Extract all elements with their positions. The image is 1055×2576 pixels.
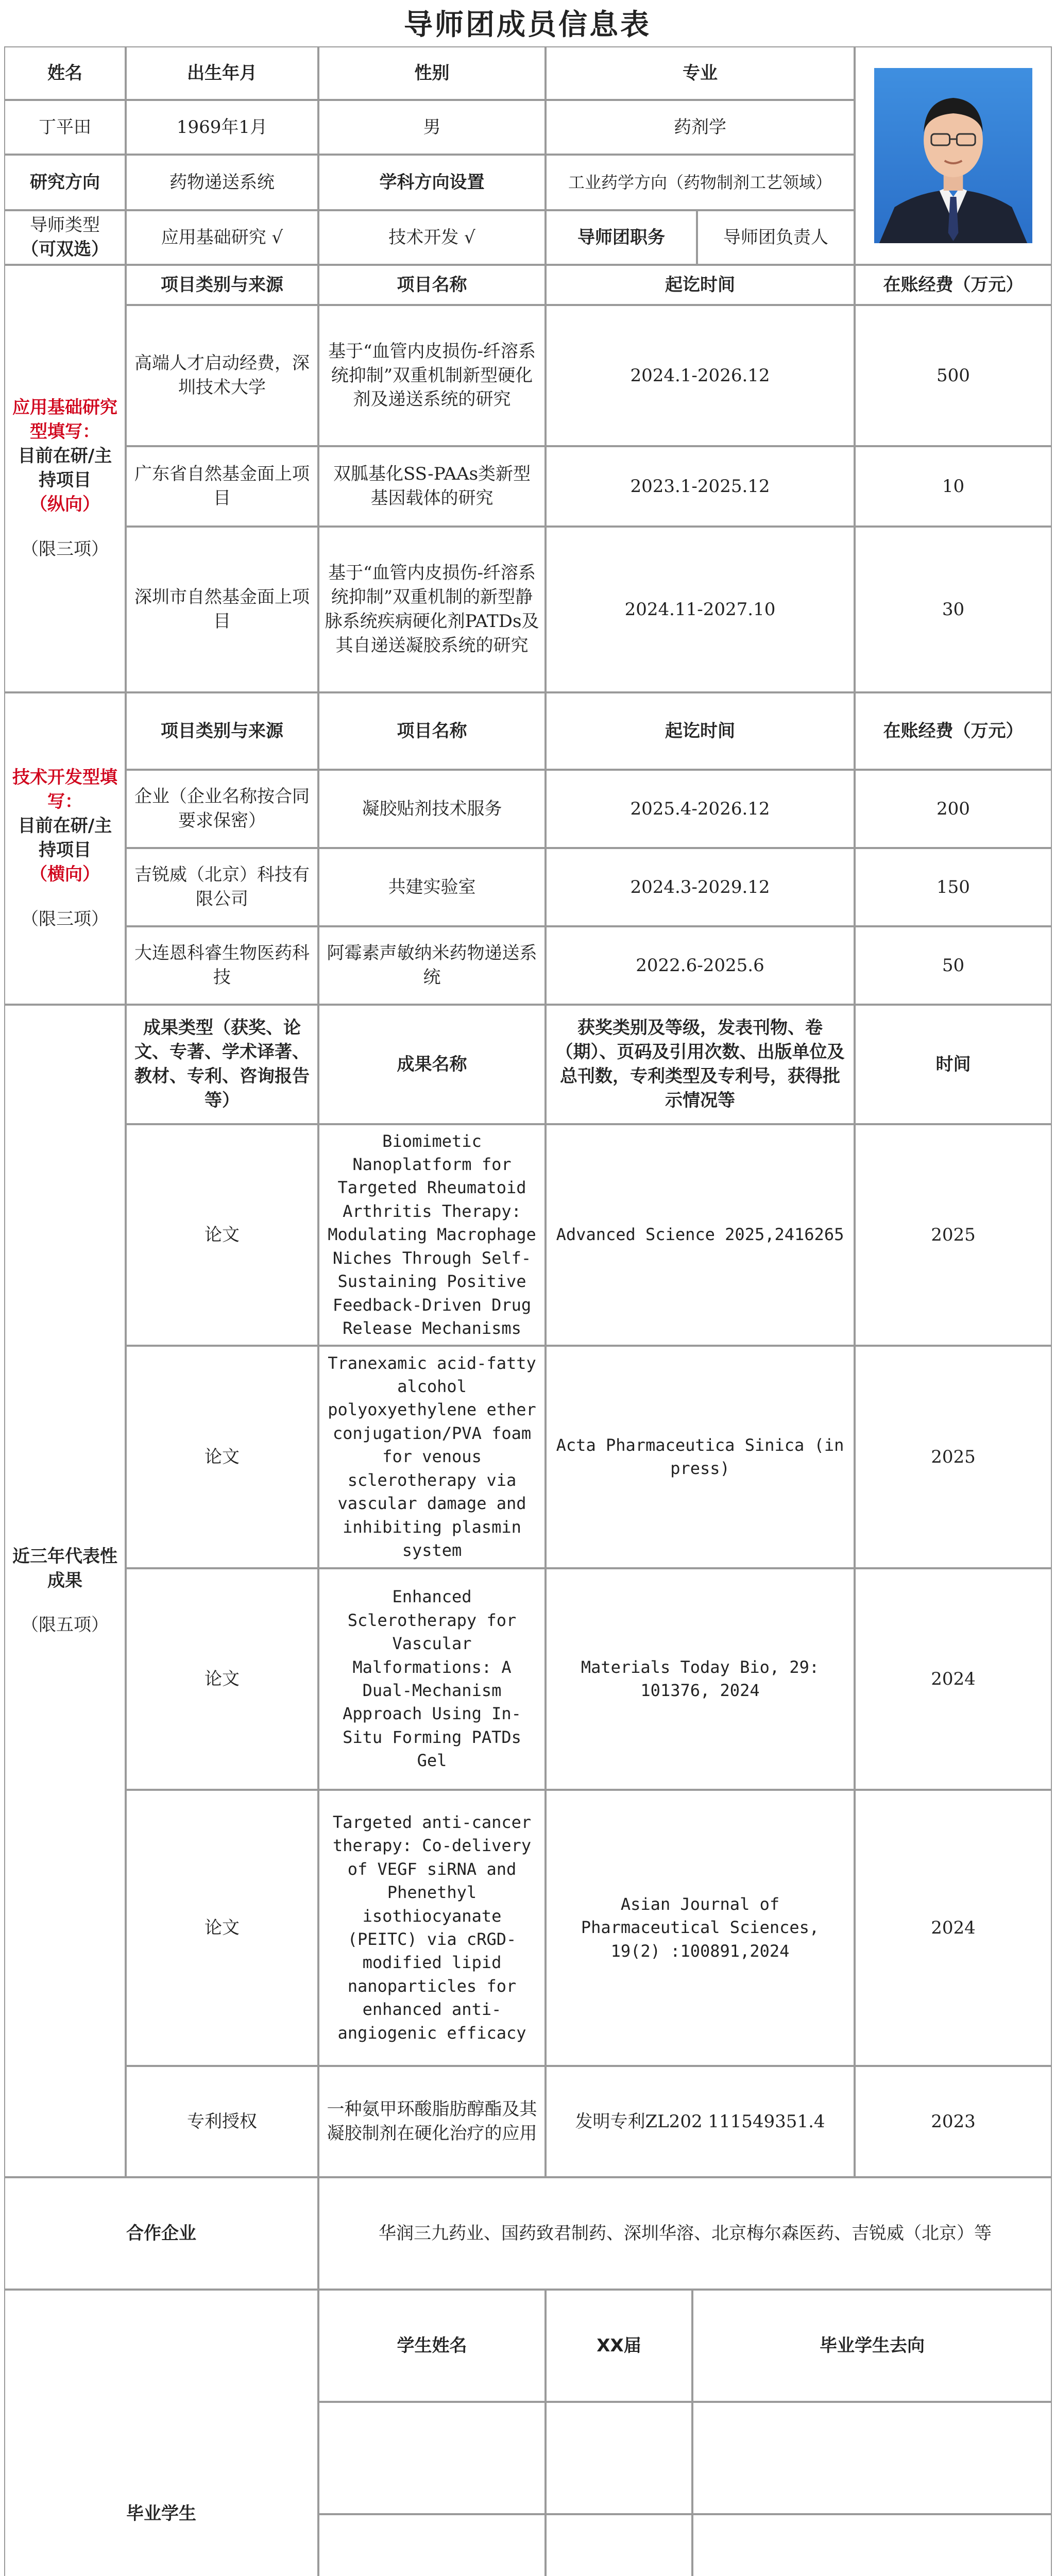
tech-label-line2: 写： [47,791,82,812]
applied-section-label [4,265,126,692]
achv-row3-name: Enhanced Sclerotherapy for Vascular Malformations: A Dual-Mechanism Approach Using In-Situ Forming PATDs Gel [318,1568,546,1790]
tech-label-line1: 技术开发型填 [12,767,117,788]
tech-row1-funds: 200 [855,770,1052,848]
portrait-photo [874,68,1032,243]
applied-row3-name: 基于“血管内皮损伤-纤溶系统抑制”双重机制的新型静脉系统疾病硬化剂PATDs及其自递送凝胶系统的研究 [318,527,546,692]
tech-header-period: 起讫时间 [546,692,855,770]
applied-row2-source: 广东省自然基金面上项目 [126,446,318,527]
gender-header: 性别 [318,46,546,100]
achv-row2-type: 论文 [126,1346,318,1568]
page-title: 导师团成员信息表 [404,8,651,42]
discipline-value: 工业药学方向（药物制剂工艺领域） [546,155,855,210]
tech-label-line3: 目前在研/主持项目 [18,816,112,860]
tech-row3-name: 阿霉素声敏纳米药物递送系统 [318,926,546,1005]
tech-header-funds: 在账经费（万元） [855,692,1052,770]
applied-row3-funds: 30 [855,527,1052,692]
tech-row1-name: 凝胶贴剂技术服务 [318,770,546,848]
achv-row5-name: 一种氨甲环酸脂肪醇酯及其凝胶制剂在硬化治疗的应用 [318,2066,546,2177]
applied-row2-funds: 10 [855,446,1052,527]
achv-row3-detail: Materials Today Bio, 29: 101376, 2024 [546,1568,855,1790]
applied-limit: （限三项） [21,538,109,560]
achievements-limit: （限五项） [21,1615,109,1636]
achv-header-detail: 获奖类别及等级，发表刊物、卷（期）、页码及引用次数、出版单位及总刊数，专利类型及专利号，获得批示情况等 [546,1005,855,1124]
achv-row4-time: 2024 [855,1790,1052,2066]
achv-row1-time: 2025 [855,1124,1052,1346]
partners-value: 华润三九药业、国药致君制药、深圳华溶、北京梅尔森医药、吉锐威（北京）等 [318,2177,1052,2290]
tech-row2-name: 共建实验室 [318,848,546,926]
graduate-row2-destination[interactable] [692,2514,1052,2576]
tech-row1-period: 2025.4-2026.12 [546,770,855,848]
name-value: 丁平田 [4,100,126,155]
graduates-label: 毕业学生 [4,2290,318,2576]
tech-row3-source: 大连恩科睿生物医药科技 [126,926,318,1005]
research-value: 药物递送系统 [126,155,318,210]
achievements-label: 近三年代表性成果 [12,1546,117,1591]
birth-value: 1969年1月 [126,100,318,155]
tech-row3-funds: 50 [855,926,1052,1005]
tech-row2-source: 吉锐威（北京）科技有限公司 [126,848,318,926]
achv-row1-detail: Advanced Science 2025,2416265 [546,1124,855,1346]
applied-header-source: 项目类别与来源 [126,265,318,305]
birth-header: 出生年月 [126,46,318,100]
type-tech-value: 技术开发 √ [318,210,546,265]
name-header: 姓名 [4,46,126,100]
gender-value: 男 [318,100,546,155]
tech-section-label [4,692,126,1005]
applied-row1-period: 2024.1-2026.12 [546,305,855,446]
graduates-header-name: 学生姓名 [318,2290,546,2402]
mentor-type-header [4,210,126,265]
tech-header-name: 项目名称 [318,692,546,770]
tech-row2-period: 2024.3-2029.12 [546,848,855,926]
graduate-row1-destination[interactable] [692,2402,1052,2514]
photo-cell [855,46,1052,265]
graduates-header-destination: 毕业学生去向 [692,2290,1052,2402]
mentor-type-note: （可双选） [21,239,109,260]
achv-row3-type: 论文 [126,1568,318,1790]
achv-row4-name: Targeted anti-cancer therapy: Co-delivery of VEGF siRNA and Phenethyl isothiocyanate (PEITC) via cRGD-modified lipid nanoparticles for enhanced anti-angiogenic efficacy [318,1790,546,2066]
achv-row5-type: 专利授权 [126,2066,318,2177]
achv-header-time: 时间 [855,1005,1052,1124]
graduate-row2-year[interactable] [546,2514,692,2576]
graduate-row1-name[interactable] [318,2402,546,2514]
applied-row1-source: 高端人才启动经费，深圳技术大学 [126,305,318,446]
tech-row1-source: 企业（企业名称按合同要求保密） [126,770,318,848]
graduate-row1-year[interactable] [546,2402,692,2514]
achv-row2-detail: Acta Pharmaceutica Sinica (in press) [546,1346,855,1568]
applied-row2-period: 2023.1-2025.12 [546,446,855,527]
achv-row1-name: Biomimetic Nanoplatform for Targeted Rheumatoid Arthritis Therapy: Modulating Macrophage Niches Through Self-Sustaining Positive Feedback-Driven Drug Release Mechanisms [318,1124,546,1346]
graduates-header-year: XX届 [546,2290,692,2402]
achv-row2-time: 2025 [855,1346,1052,1568]
achv-row5-time: 2023 [855,2066,1052,2177]
major-header: 专业 [546,46,855,100]
achievements-section-label [4,1005,126,2177]
achv-row2-name: Tranexamic acid-fatty alcohol polyoxyethylene ether conjugation/PVA foam for venous sclerotherapy via vascular damage and inhibiting plasmin system [318,1346,546,1568]
applied-label-line3: 目前在研/主持项目 [18,446,112,490]
applied-header-funds: 在账经费（万元） [855,265,1052,305]
mentor-type-label: 导师类型 [30,215,100,236]
tech-row3-period: 2022.6-2025.6 [546,926,855,1005]
achv-row1-type: 论文 [126,1124,318,1346]
applied-label-line2: 型填写： [30,421,100,443]
major-value: 药剂学 [546,100,855,155]
applied-row1-name: 基于“血管内皮损伤-纤溶系统抑制”双重机制新型硬化剂及递送系统的研究 [318,305,546,446]
tech-row2-funds: 150 [855,848,1052,926]
achv-row4-type: 论文 [126,1790,318,2066]
applied-row2-name: 双胍基化SS-PAAs类新型基因载体的研究 [318,446,546,527]
achv-header-name: 成果名称 [318,1005,546,1124]
duty-value: 导师团负责人 [697,210,855,265]
achv-header-type: 成果类型（获奖、论文、专著、学术译著、教材、专利、咨询报告等） [126,1005,318,1124]
applied-header-period: 起讫时间 [546,265,855,305]
achv-row5-detail: 发明专利ZL202 111549351.4 [546,2066,855,2177]
type-applied-value: 应用基础研究 √ [126,210,318,265]
tech-limit: （限三项） [21,908,109,929]
applied-row3-source: 深圳市自然基金面上项目 [126,527,318,692]
partners-label: 合作企业 [4,2177,318,2290]
applied-row3-period: 2024.11-2027.10 [546,527,855,692]
achv-row3-time: 2024 [855,1568,1052,1790]
duty-header: 导师团职务 [546,210,697,265]
applied-header-name: 项目名称 [318,265,546,305]
graduate-row2-name[interactable] [318,2514,546,2576]
discipline-header: 学科方向设置 [318,155,546,210]
applied-label-line1: 应用基础研究 [12,397,117,418]
achv-row4-detail: Asian Journal of Pharmaceutical Sciences, 19(2) :100891,2024 [546,1790,855,2066]
tech-label-line4: （横向） [30,863,100,885]
research-header: 研究方向 [4,155,126,210]
applied-row1-funds: 500 [855,305,1052,446]
tech-header-source: 项目类别与来源 [126,692,318,770]
applied-label-line4: （纵向） [30,494,100,515]
